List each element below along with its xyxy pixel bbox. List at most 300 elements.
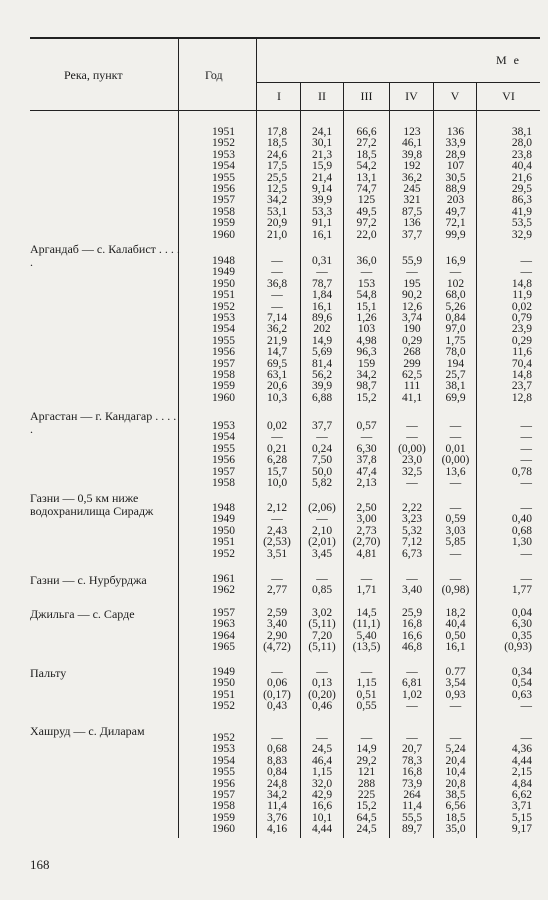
- table-cell-value: (0,20): [308, 688, 336, 701]
- table-cell-value: 2,77: [266, 584, 288, 597]
- table-cell-value: 97,0: [445, 323, 466, 336]
- table-cell-value: —: [271, 289, 283, 302]
- table-cell-value: 0,02: [511, 300, 532, 313]
- table-cell-value: 0,59: [445, 513, 466, 526]
- table-cell-value: 0,79: [511, 312, 532, 324]
- table-cell-value: 72,1: [445, 217, 466, 230]
- table-cell-value: 0,13: [311, 677, 333, 690]
- month-header-5: V: [450, 89, 460, 103]
- table-cell-value: 2,59: [266, 607, 288, 619]
- table-cell-year: 1957: [212, 194, 235, 207]
- table-cell-value: 24,6: [266, 148, 288, 161]
- table-cell-value: 74,7: [356, 183, 377, 195]
- table-cell-value: 3,54: [445, 677, 466, 690]
- table-cell-value: —: [316, 573, 328, 585]
- table-cell-value: 21,9: [266, 334, 288, 347]
- table-cell-year: 1964: [212, 629, 235, 642]
- table-cell-year: 1957: [212, 465, 235, 478]
- table-cell-value: 14,9: [311, 334, 333, 347]
- table-cell-value: 4,98: [356, 334, 377, 347]
- table-cell-value: 6,56: [445, 800, 466, 813]
- table-cell-value: 0,57: [356, 420, 377, 432]
- table-cell-year: 1948: [212, 502, 235, 514]
- table-cell-year: 1958: [212, 369, 235, 381]
- table-cell-value: 15,9: [311, 160, 333, 173]
- table-cell-value: 37,8: [356, 454, 377, 467]
- table-cell-value: 6,30: [356, 442, 377, 455]
- table-cell-value: 89,7: [401, 823, 423, 836]
- table-cell-year: 1958: [212, 205, 235, 218]
- table-cell-value: 0,34: [511, 666, 532, 678]
- table-cell-value: 81,4: [311, 357, 333, 370]
- table-cell-value: 11,9: [512, 289, 532, 302]
- table-cell-year: 1958: [212, 800, 235, 813]
- table-cell-year: 1951: [212, 289, 235, 302]
- table-cell-value: 0,51: [356, 688, 377, 701]
- table-cell-value: 125: [357, 194, 376, 207]
- table-cell-value: 17,8: [266, 126, 288, 138]
- table-cell-value: —: [271, 266, 283, 279]
- table-cell-value: 0,68: [511, 524, 532, 537]
- table-cell-value: 36,0: [356, 255, 377, 267]
- table-cell-value: —: [520, 502, 532, 514]
- table-cell-value: 0,02: [266, 420, 288, 432]
- table-cell-value: —: [271, 513, 283, 526]
- year-column-header: Год: [205, 68, 223, 82]
- table-cell-value: 2,90: [266, 629, 288, 642]
- vline-month-5: [476, 82, 477, 838]
- table-cell-value: 34,2: [266, 789, 288, 801]
- table-cell-value: 0,21: [266, 442, 288, 455]
- table-cell-value: 0,43: [266, 700, 288, 713]
- table-cell-value: 39,9: [311, 194, 333, 207]
- table-cell-value: 0,55: [356, 700, 377, 713]
- table-cell-value: —: [360, 666, 373, 678]
- table-cell-value: —: [520, 732, 532, 744]
- table-cell-value: 3,40: [266, 618, 288, 631]
- table-cell-value: 21,4: [311, 171, 333, 184]
- month-header-4: IV: [405, 89, 418, 103]
- table-cell-value: 2,73: [356, 524, 377, 537]
- table-cell-value: 0,54: [511, 677, 532, 690]
- table-cell-value: 33,9: [445, 137, 466, 150]
- table-cell-year: 1952: [212, 700, 235, 713]
- table-cell-value: 5,32: [401, 524, 423, 537]
- table-cell-year: 1952: [212, 137, 235, 150]
- table-cell-value: 69,5: [266, 357, 288, 370]
- table-cell-value: 53,1: [266, 205, 288, 218]
- table-cell-value: 0,93: [445, 688, 466, 701]
- table-cell-value: 29,5: [511, 183, 532, 195]
- top-rule: [30, 37, 540, 39]
- table-cell-value: —: [406, 420, 418, 432]
- table-cell-value: —: [520, 431, 532, 444]
- table-cell-value: 42,9: [311, 789, 333, 801]
- table-cell-value: 245: [403, 183, 421, 195]
- table-cell-year: 1954: [212, 323, 235, 336]
- table-cell-value: 299: [403, 357, 421, 370]
- table-cell-value: 78,7: [311, 277, 333, 290]
- table-cell-value: —: [520, 266, 532, 279]
- table-cell-value: 18,5: [445, 811, 466, 824]
- table-cell-value: 1,71: [356, 584, 377, 597]
- table-cell-value: 7,50: [311, 454, 333, 467]
- table-cell-value: 36,2: [401, 171, 423, 184]
- table-cell-value: —: [449, 431, 462, 444]
- table-cell-value: (5,11): [308, 641, 336, 654]
- table-cell-value: —: [406, 700, 418, 713]
- table-cell-value: 0,40: [511, 513, 532, 526]
- table-cell-value: 0,04: [511, 607, 532, 619]
- table-cell-value: —: [449, 732, 462, 744]
- table-cell-value: 21,0: [266, 228, 288, 241]
- table-cell-year: 1960: [212, 391, 235, 404]
- table-cell-value: (0,00): [441, 454, 470, 467]
- table-cell-value: 38,1: [445, 380, 466, 393]
- table-cell-value: 49,5: [356, 205, 377, 218]
- table-cell-value: 11,4: [402, 800, 422, 813]
- table-cell-value: 8,83: [266, 754, 288, 767]
- table-cell-value: 73,9: [401, 777, 423, 790]
- table-cell-value: 0,31: [311, 255, 333, 267]
- table-cell-value: 37,7: [401, 228, 423, 241]
- table-cell-value: 0,78: [511, 465, 532, 478]
- table-cell-value: 3,76: [266, 811, 288, 824]
- table-cell-value: 37,7: [311, 420, 333, 432]
- table-cell-value: 20,6: [266, 380, 288, 393]
- table-cell-value: 10,1: [311, 811, 333, 824]
- table-cell-value: 5,85: [445, 536, 466, 549]
- table-cell-value: 111: [403, 380, 421, 393]
- table-cell-year: 1950: [212, 524, 235, 537]
- table-cell-year: 1949: [212, 266, 235, 279]
- table-cell-value: 0,29: [511, 334, 532, 347]
- table-cell-value: 64,5: [356, 811, 377, 824]
- table-cell-value: 25,9: [401, 607, 423, 619]
- table-cell-value: —: [271, 300, 283, 313]
- table-cell-value: 62,5: [401, 369, 423, 381]
- table-cell-value: 12,8: [511, 391, 532, 404]
- table-cell-year: 1959: [212, 811, 235, 824]
- table-cell-value: 1,30: [511, 536, 532, 549]
- table-cell-value: 16,1: [311, 228, 333, 241]
- table-cell-value: 28,0: [511, 137, 532, 150]
- table-cell-value: 98,7: [356, 380, 377, 393]
- table-cell-year: 1956: [212, 454, 235, 467]
- table-cell-value: 6,62: [511, 789, 532, 801]
- table-cell-year: 1953: [212, 420, 235, 432]
- table-cell-value: 50,0: [311, 465, 333, 478]
- table-cell-value: 41,9: [511, 205, 532, 218]
- table-cell-value: 13,6: [445, 465, 466, 478]
- table-cell-value: 15,1: [356, 300, 377, 313]
- table-cell-value: 16,1: [311, 300, 333, 313]
- month-header-3: III: [360, 89, 373, 103]
- table-cell-value: 53,5: [511, 217, 532, 230]
- table-cell-value: 24,8: [266, 777, 288, 790]
- table-cell-value: 4,81: [356, 547, 377, 560]
- table-cell-year: 1953: [212, 148, 235, 161]
- table-cell-value: 1,84: [311, 289, 333, 302]
- table-cell-year: 1954: [212, 160, 235, 173]
- table-cell-year: 1953: [212, 743, 235, 756]
- river-name: Пальту: [30, 666, 67, 680]
- table-cell-value: —: [520, 573, 532, 585]
- table-cell-value: —: [449, 573, 462, 585]
- table-cell-value: 27,2: [356, 137, 377, 150]
- table-cell-value: 16,6: [311, 800, 333, 813]
- table-cell-value: —: [316, 666, 328, 678]
- table-cell-value: 3,71: [511, 800, 532, 813]
- month-header-6: VI: [502, 89, 515, 103]
- table-cell-value: (4,72): [263, 641, 291, 654]
- table-cell-value: —: [406, 477, 418, 489]
- vline-year-months: [256, 38, 257, 838]
- table-cell-value: 3,40: [401, 584, 423, 597]
- table-cell-value: 47,4: [356, 465, 377, 478]
- table-cell-value: 24,1: [311, 126, 333, 138]
- table-cell-value: 0,24: [311, 442, 333, 455]
- table-cell-value: 22,0: [356, 228, 377, 241]
- table-cell-year: 1957: [212, 357, 235, 370]
- river-column-header: Река, пункт: [64, 68, 123, 82]
- river-name: Джильга — с. Сарде: [30, 607, 135, 621]
- table-cell-year: 1951: [212, 536, 235, 549]
- table-cell-value: 3,45: [311, 547, 333, 560]
- table-cell-value: 3,02: [311, 607, 333, 619]
- table-cell-year: 1956: [212, 777, 235, 790]
- table-cell-value: —: [316, 431, 328, 444]
- table-cell-value: 15,7: [266, 465, 288, 478]
- table-cell-value: 41,1: [401, 391, 423, 404]
- table-cell-value: —: [449, 266, 462, 279]
- table-cell-value: 102: [446, 277, 465, 290]
- table-cell-value: 20,9: [266, 217, 288, 230]
- table-cell-value: (2,06): [308, 502, 336, 514]
- table-cell-value: 0,84: [266, 766, 288, 779]
- table-cell-value: 5,24: [445, 743, 466, 756]
- table-cell-year: 1963: [212, 618, 235, 631]
- month-header-1: I: [277, 89, 281, 103]
- table-cell-value: 1,77: [511, 584, 532, 597]
- table-cell-value: 14,7: [266, 346, 288, 359]
- table-cell-value: 40,4: [445, 618, 466, 631]
- table-cell-value: 38,5: [445, 789, 466, 801]
- table-cell-value: 23,9: [511, 323, 532, 336]
- table-cell-value: —: [271, 255, 283, 267]
- table-cell-value: 87,5: [401, 205, 423, 218]
- table-cell-value: 53,3: [311, 205, 333, 218]
- table-cell-value: 12,5: [266, 183, 288, 195]
- table-cell-year: 1962: [212, 584, 235, 597]
- table-cell-year: 1954: [212, 431, 235, 444]
- table-cell-value: —: [271, 573, 283, 585]
- table-cell-value: 2,43: [266, 524, 288, 537]
- table-cell-value: 3,74: [401, 312, 423, 324]
- table-cell-value: 16,8: [401, 618, 423, 631]
- table-cell-value: 1,26: [356, 312, 377, 324]
- month-sub-rule: [256, 82, 540, 83]
- table-cell-value: 69,9: [445, 391, 466, 404]
- table-cell-value: 103: [357, 323, 376, 336]
- table-cell-value: 16,6: [401, 629, 423, 642]
- table-cell-value: 159: [357, 357, 376, 370]
- table-cell-year: 1948: [212, 255, 235, 267]
- table-cell-value: 7,14: [266, 312, 288, 324]
- table-cell-year: 1960: [212, 228, 235, 241]
- table-cell-value: —: [316, 513, 328, 526]
- table-cell-value: 39,9: [311, 380, 333, 393]
- table-cell-value: (2,70): [352, 536, 381, 549]
- table-cell-value: 123: [403, 126, 421, 138]
- table-cell-value: 268: [403, 346, 421, 359]
- table-cell-value: 194: [446, 357, 465, 370]
- table-cell-value: 29,2: [356, 754, 377, 767]
- table-cell-value: (2,01): [308, 536, 336, 549]
- table-cell-value: 6,88: [311, 391, 333, 404]
- table-cell-value: 5,82: [311, 477, 333, 489]
- table-cell-value: 1,75: [445, 334, 466, 347]
- table-cell-value: 3,03: [445, 524, 466, 537]
- table-cell-value: 14,9: [356, 743, 377, 756]
- table-cell-value: 10,4: [445, 766, 466, 779]
- table-cell-value: 0,50: [445, 629, 466, 642]
- river-name: Газни — с. Нурбурджа: [30, 573, 147, 587]
- table-cell-value: —: [406, 666, 418, 678]
- table-cell-year: 1951: [212, 126, 235, 138]
- month-header-2: II: [318, 89, 326, 103]
- table-cell-value: 23,7: [511, 380, 532, 393]
- table-cell-value: 6,73: [401, 547, 423, 560]
- table-cell-year: 1957: [212, 607, 235, 619]
- table-cell-value: 38,1: [511, 126, 532, 138]
- vline-month-4: [433, 82, 434, 838]
- table-cell-value: 25,5: [266, 171, 288, 184]
- table-cell-value: 28,9: [445, 148, 466, 161]
- table-cell-value: 16,8: [401, 766, 423, 779]
- table-cell-value: 0.77: [445, 666, 466, 678]
- table-cell-value: 0,01: [445, 442, 466, 455]
- table-cell-value: 54,8: [356, 289, 377, 302]
- table-cell-value: (0,17): [263, 688, 291, 701]
- table-cell-value: 9,17: [511, 823, 532, 836]
- table-cell-value: 20,7: [401, 743, 423, 756]
- table-cell-value: 32,5: [401, 465, 423, 478]
- table-cell-value: (0,93): [504, 641, 532, 654]
- table-cell-value: 4,84: [511, 777, 532, 790]
- river-name: Хашруд — с. Диларам: [30, 724, 145, 738]
- table-cell-value: —: [520, 255, 532, 267]
- table-cell-year: 1958: [212, 477, 235, 489]
- table-cell-value: 2,13: [356, 477, 377, 489]
- river-name: Аргандаб — с. Калабист . . . . .: [30, 242, 180, 269]
- table-cell-value: 32,0: [311, 777, 333, 790]
- table-cell-value: 96,3: [356, 346, 377, 359]
- vline-month-1: [300, 82, 301, 838]
- table-cell-value: 23,8: [511, 148, 532, 161]
- table-cell-value: —: [520, 442, 532, 455]
- table-cell-value: 7,20: [311, 629, 333, 642]
- table-cell-year: 1959: [212, 380, 235, 393]
- table-cell-value: 18,5: [266, 137, 288, 150]
- table-cell-value: 24,5: [311, 743, 333, 756]
- table-cell-value: 78,3: [401, 754, 423, 767]
- table-cell-value: 14,5: [356, 607, 377, 619]
- table-cell-value: 7,12: [401, 536, 423, 549]
- table-cell-value: —: [520, 700, 532, 713]
- table-cell-value: 30,1: [311, 137, 333, 150]
- table-cell-value: 46,1: [401, 137, 423, 150]
- table-cell-value: 86,3: [511, 194, 532, 207]
- table-cell-value: —: [520, 454, 532, 467]
- table-cell-value: 0,85: [311, 584, 333, 597]
- table-cell-value: 0,06: [266, 677, 288, 690]
- table-cell-year: 1952: [212, 547, 235, 560]
- header-bottom-rule: [30, 110, 540, 111]
- table-cell-value: 1,02: [401, 688, 423, 701]
- table-cell-value: 97,2: [356, 217, 377, 230]
- table-cell-value: 16,1: [445, 641, 466, 654]
- table-cell-value: 70,4: [511, 357, 532, 370]
- month-group-header: М е: [496, 53, 521, 67]
- table-cell-year: 1955: [212, 766, 235, 779]
- table-cell-value: (11,1): [352, 618, 381, 631]
- table-cell-value: 21,3: [311, 148, 333, 161]
- table-cell-value: —: [449, 477, 462, 489]
- table-cell-value: 225: [357, 789, 376, 801]
- table-cell-year: 1952: [212, 300, 235, 313]
- table-cell-value: 88,9: [445, 183, 466, 195]
- table-cell-year: 1949: [212, 666, 235, 678]
- table-cell-value: 56,2: [311, 369, 333, 381]
- table-cell-value: 30,5: [445, 171, 466, 184]
- table-cell-value: (0,98): [441, 584, 470, 597]
- table-cell-value: —: [360, 431, 373, 444]
- table-cell-value: 18,5: [356, 148, 377, 161]
- table-cell-value: 11,4: [267, 800, 287, 813]
- table-cell-value: 21,6: [511, 171, 532, 184]
- vline-month-3: [389, 82, 390, 838]
- table-cell-value: 15,2: [356, 800, 377, 813]
- table-cell-value: —: [316, 266, 328, 279]
- table-cell-value: 24,5: [356, 823, 377, 836]
- table-cell-value: 6,30: [511, 618, 532, 631]
- table-cell-value: 0,84: [445, 312, 466, 324]
- table-cell-value: 16,9: [445, 255, 466, 267]
- table-cell-year: 1955: [212, 442, 235, 455]
- table-cell-value: 34,2: [356, 369, 377, 381]
- table-cell-value: 35,0: [445, 823, 466, 836]
- table-cell-year: 1953: [212, 312, 235, 324]
- table-cell-value: 2,22: [401, 502, 423, 514]
- table-cell-value: 91,1: [311, 217, 333, 230]
- vline-month-2: [343, 82, 344, 838]
- table-cell-value: 264: [403, 789, 421, 801]
- table-cell-value: (0,00): [398, 442, 426, 455]
- table-cell-value: 107: [446, 160, 465, 173]
- table-cell-value: 89,6: [311, 312, 333, 324]
- table-cell-value: —: [271, 666, 283, 678]
- table-cell-year: 1951: [212, 688, 235, 701]
- river-name: Газни — 0,5 км ниже водохранилища Сирадж: [30, 491, 154, 518]
- table-cell-value: (2,53): [263, 536, 291, 549]
- table-cell-value: 49,7: [445, 205, 466, 218]
- table-cell-value: 66,6: [356, 126, 377, 138]
- table-cell-value: 203: [446, 194, 465, 207]
- table-cell-value: (5,11): [308, 618, 336, 631]
- table-cell-year: 1955: [212, 171, 235, 184]
- table-cell-value: —: [449, 547, 462, 560]
